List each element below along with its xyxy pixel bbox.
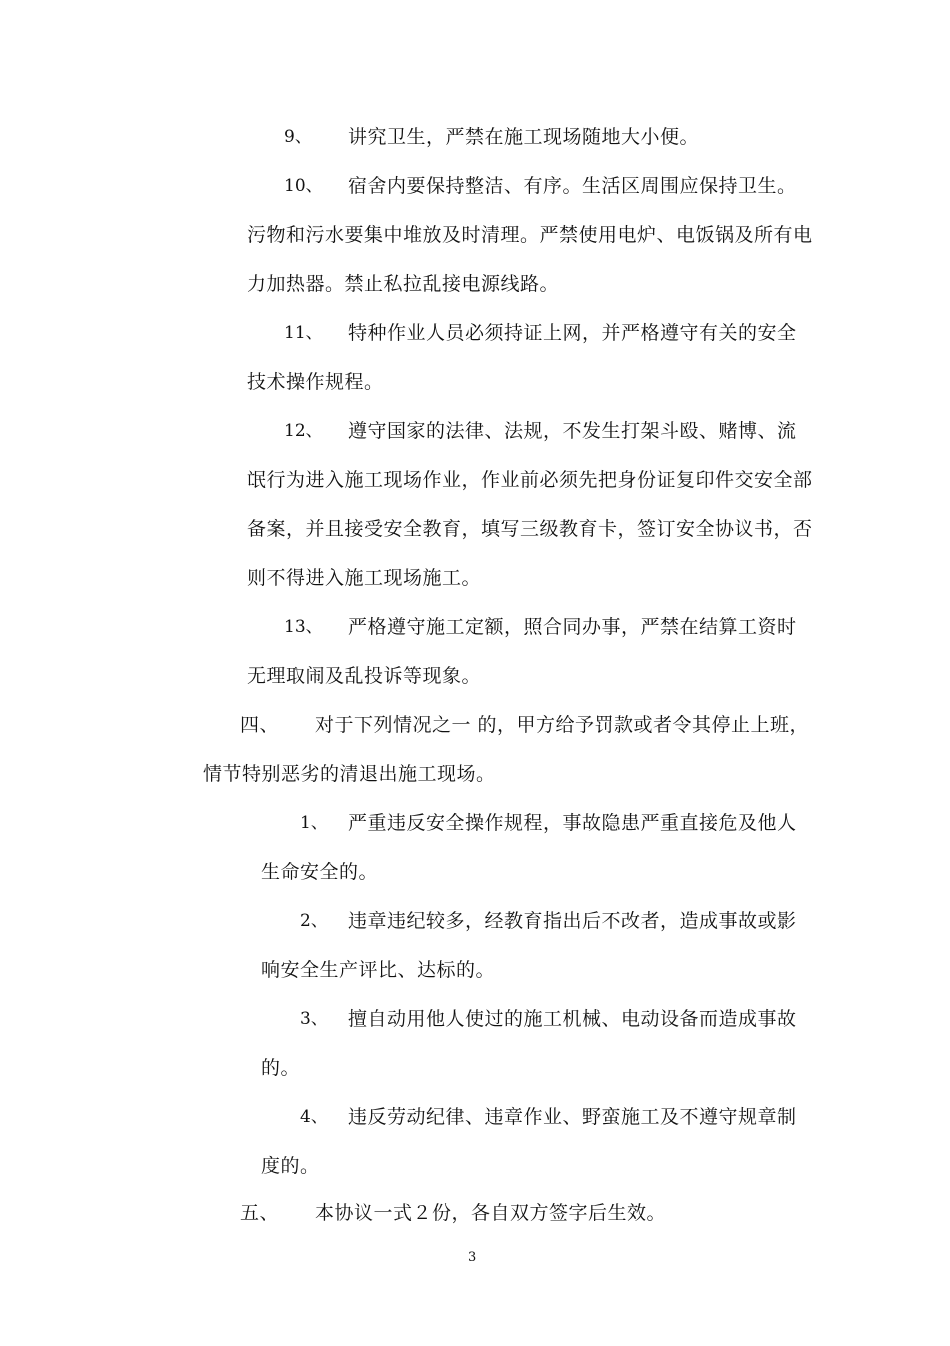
section-marker: 四、 <box>240 714 280 736</box>
page-number: 3 <box>468 1250 477 1265</box>
clause-text: 无理取闹及乱投诉等现象。 <box>247 665 482 687</box>
clause-text: 污物和污水要集中堆放及时清理。严禁使用电炉、电饭锅及所有电 <box>247 224 813 246</box>
clause-text: 违反劳动纪律、违章作业、野蛮施工及不遵守规章制 <box>348 1106 797 1128</box>
clause-marker: 9、 <box>284 127 312 147</box>
clause-text: 违章违纪较多，经教育指出后不改者，造成事故或影 <box>348 910 797 932</box>
clause-marker: 11、 <box>284 323 323 343</box>
clause-text: 备案，并且接受安全教育，填写三级教育卡，签订安全协议书，否 <box>247 518 813 540</box>
section-text: 对于下列情况之一 的，甲方给予罚款或者令其停止上班， <box>315 714 810 736</box>
clause-marker: 2、 <box>300 911 328 931</box>
clause-text: 度的。 <box>261 1155 320 1177</box>
clause-text: 擅自动用他人使过的施工机械、电动设备而造成事故 <box>348 1008 797 1030</box>
clause-text: 严重违反安全操作规程，事故隐患严重直接危及他人 <box>348 812 797 834</box>
clause-marker: 12、 <box>284 421 323 441</box>
clause-text: 严格遵守施工定额，照合同办事，严禁在结算工资时 <box>348 616 797 638</box>
clause-text: 宿舍内要保持整洁、有序。生活区周围应保持卫生。 <box>348 175 797 197</box>
clause-text: 特种作业人员必须持证上网，并严格遵守有关的安全 <box>348 322 797 344</box>
clause-marker: 10、 <box>284 176 323 196</box>
section-text: 本协议一式２份，各自双方签字后生效。 <box>315 1202 667 1224</box>
clause-marker: 4、 <box>300 1107 328 1127</box>
clause-text: 讲究卫生，严禁在施工现场随地大小便。 <box>348 126 700 148</box>
clause-text: 力加热器。禁止私拉乱接电源线路。 <box>247 273 560 295</box>
clause-text: 则不得进入施工现场施工。 <box>247 567 482 589</box>
clause-text: 氓行为进入施工现场作业，作业前必须先把身份证复印件交安全部 <box>247 469 813 491</box>
clause-marker: 1、 <box>300 813 328 833</box>
clause-marker: 3、 <box>300 1009 328 1029</box>
section-marker: 五、 <box>240 1202 280 1224</box>
clause-text: 的。 <box>261 1057 301 1079</box>
section-text: 情节特别恶劣的清退出施工现场。 <box>203 763 496 785</box>
clause-marker: 13、 <box>284 617 323 637</box>
clause-text: 响安全生产评比、达标的。 <box>261 959 496 981</box>
clause-text: 遵守国家的法律、法规，不发生打架斗殴、赌博、流 <box>348 420 797 442</box>
clause-text: 技术操作规程。 <box>247 371 384 393</box>
clause-text: 生命安全的。 <box>261 861 379 883</box>
